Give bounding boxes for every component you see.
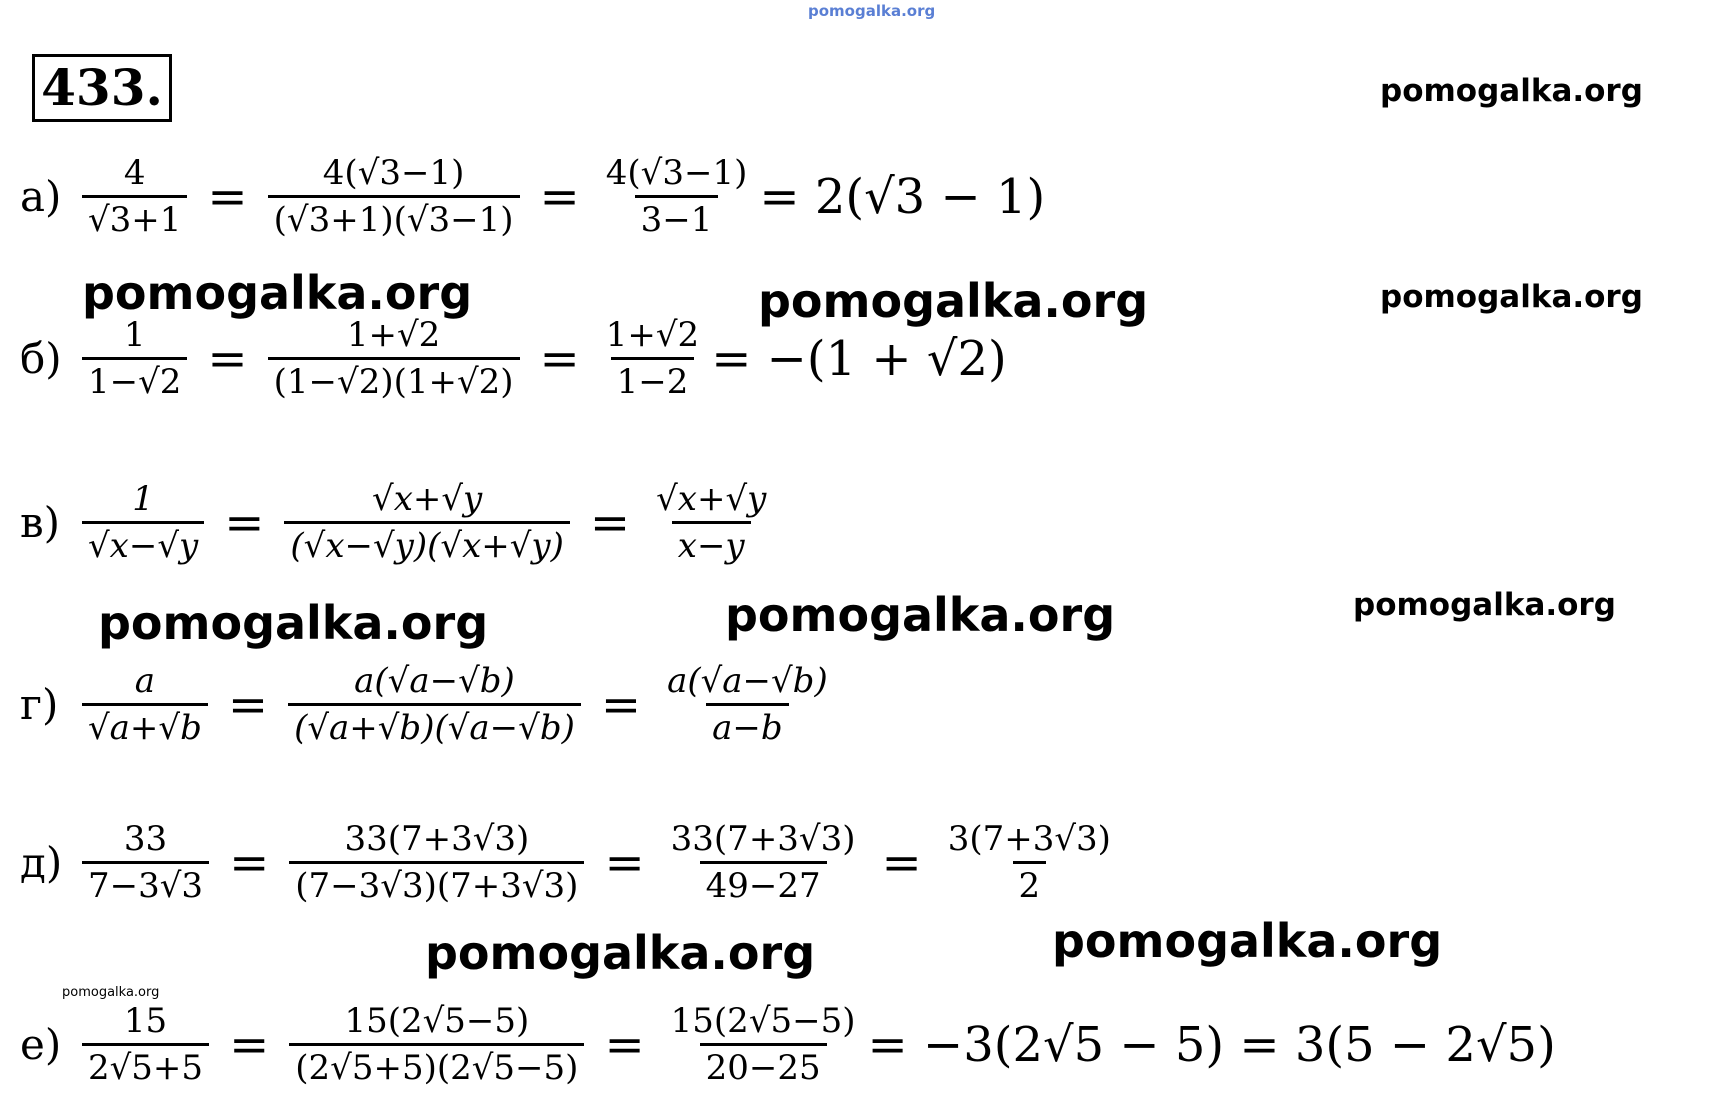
fraction (600, 152, 754, 242)
numerator: a(√a−√b) (354, 661, 515, 701)
fraction (661, 660, 834, 750)
fraction (665, 1000, 862, 1090)
watermark: pomogalka.org (1380, 73, 1643, 109)
fraction (289, 1000, 584, 1090)
watermark: pomogalka.org (98, 596, 489, 650)
denominator: (√x−√y)(√x+√y) (284, 521, 569, 568)
fraction (82, 152, 187, 242)
watermark-small: pomogalka.org (62, 985, 160, 1000)
row-label: д) (20, 838, 63, 888)
watermark-top: pomogalka.org (808, 2, 936, 20)
denominator: (√a+√b)(√a−√b) (288, 703, 581, 750)
denominator: 3−1 (635, 195, 719, 242)
fraction (942, 818, 1117, 908)
numerator: 1 (123, 315, 146, 355)
watermark: pomogalka.org (1353, 587, 1616, 623)
watermark: pomogalka.org (82, 266, 473, 320)
numerator: 3(7+3√3) (947, 819, 1111, 859)
equation-row-a (20, 152, 1045, 242)
fraction (288, 660, 581, 750)
equals-sign: = (224, 494, 265, 551)
numerator: 15(2√5−5) (344, 1001, 530, 1041)
watermark: pomogalka.org (725, 588, 1116, 642)
denominator: 2√5+5 (82, 1043, 209, 1090)
watermark: pomogalka.org (1052, 914, 1443, 968)
denominator: 7−3√3 (82, 861, 209, 908)
numerator: 33 (123, 819, 168, 859)
equation-row-b (20, 314, 1007, 404)
equation-row-v (20, 478, 778, 568)
row-label: в) (20, 498, 61, 548)
denominator: 1−√2 (82, 357, 187, 404)
fraction (82, 1000, 209, 1090)
numerator: 4 (123, 153, 146, 193)
denominator: 2 (1013, 861, 1047, 908)
equals-sign: = (539, 168, 580, 225)
problem-number-box: 433. (32, 54, 172, 122)
fraction (82, 660, 208, 750)
equals-sign: = (881, 834, 922, 891)
watermark: pomogalka.org (758, 274, 1149, 328)
equals-sign: = (589, 494, 631, 551)
equals-sign: = (229, 1016, 270, 1073)
equation-row-g (20, 660, 840, 750)
result-expression: = −3(2√5 − 5) = 3(5 − 2√5) (867, 1016, 1556, 1073)
denominator: √a+√b (82, 703, 208, 750)
denominator: (2√5+5)(2√5−5) (289, 1043, 584, 1090)
denominator: x−y (672, 521, 751, 568)
denominator: 49−27 (700, 861, 827, 908)
fraction (650, 478, 772, 568)
fraction (268, 152, 520, 242)
numerator: 33(7+3√3) (344, 819, 530, 859)
numerator: 15(2√5−5) (670, 1001, 856, 1041)
denominator: √x−√y (82, 521, 204, 568)
denominator: √3+1 (82, 195, 187, 242)
equals-sign: = (207, 168, 248, 225)
fraction (289, 818, 584, 908)
result-expression: = −(1 + √2) (711, 330, 1007, 387)
equals-sign: = (604, 834, 645, 891)
denominator: 1−2 (611, 357, 695, 404)
watermark: pomogalka.org (1380, 279, 1643, 315)
numerator: 15 (123, 1001, 168, 1041)
equals-sign: = (604, 1016, 645, 1073)
equation-row-e (20, 1000, 1556, 1090)
denominator: (7−3√3)(7+3√3) (289, 861, 584, 908)
fraction (284, 478, 569, 568)
equals-sign: = (539, 330, 580, 387)
denominator: 20−25 (700, 1043, 827, 1090)
row-label: г) (20, 680, 59, 730)
numerator: a (134, 661, 156, 701)
fraction (82, 478, 204, 568)
numerator: √x+√y (656, 479, 767, 519)
equals-sign: = (600, 676, 642, 733)
fraction (600, 314, 705, 404)
numerator: 33(7+3√3) (670, 819, 856, 859)
fraction (665, 818, 862, 908)
equals-sign: = (207, 330, 248, 387)
numerator: 1+√2 (346, 315, 441, 355)
row-label: а) (20, 172, 62, 222)
equation-row-d (20, 818, 1123, 908)
fraction (268, 314, 520, 404)
fraction (82, 314, 187, 404)
numerator: 1+√2 (605, 315, 700, 355)
row-label: б) (20, 334, 62, 384)
numerator: 4(√3−1) (605, 153, 748, 193)
numerator: 1 (132, 479, 154, 519)
denominator: (√3+1)(√3−1) (268, 195, 520, 242)
numerator: 4(√3−1) (322, 153, 465, 193)
denominator: (1−√2)(1+√2) (268, 357, 520, 404)
numerator: a(√a−√b) (667, 661, 828, 701)
numerator: √x+√y (372, 479, 483, 519)
fraction (82, 818, 209, 908)
result-expression: = 2(√3 − 1) (759, 168, 1046, 225)
equals-sign: = (227, 676, 269, 733)
denominator: a−b (706, 703, 789, 750)
watermark: pomogalka.org (425, 926, 816, 980)
equals-sign: = (229, 834, 270, 891)
row-label: е) (20, 1020, 62, 1070)
